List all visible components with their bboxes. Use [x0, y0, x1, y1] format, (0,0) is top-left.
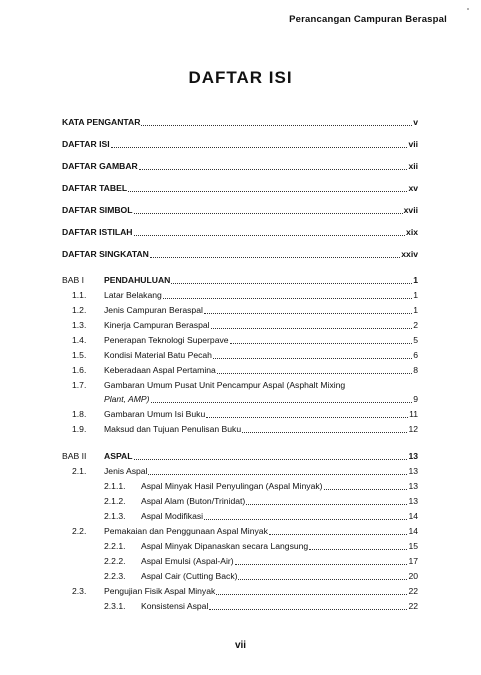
toc-entry-daftar-istilah[interactable]: DAFTAR ISTILAH xix: [62, 227, 418, 237]
toc-entry-1-6[interactable]: 1.6. Keberadaan Aspal Pertamina 8: [72, 365, 418, 375]
dot-leader: [230, 343, 413, 344]
dot-leader: [171, 283, 412, 284]
toc-entry-2-1-2[interactable]: 2.1.2. Aspal Alam (Buton/Trinidat) 13: [104, 496, 418, 506]
dot-leader: [217, 373, 412, 374]
dot-leader: [235, 564, 408, 565]
dot-leader: [324, 489, 408, 490]
toc-entry-2-3[interactable]: 2.3. Pengujian Fisik Aspal Minyak 22: [72, 586, 418, 596]
toc-entry-2-2-1[interactable]: 2.2.1. Aspal Minyak Dipanaskan secara Langsung 15: [104, 541, 418, 551]
toc-entry-1-4[interactable]: 1.4. Penerapan Teknologi Superpave 5: [72, 335, 418, 345]
toc-entry-2-1-3[interactable]: 2.1.3. Aspal Modifikasi 14: [104, 511, 418, 521]
toc-entry-2-1[interactable]: 2.1. Jenis Aspal 13: [72, 466, 418, 476]
toc-entry-2-2-2[interactable]: 2.2.2. Aspal Emulsi (Aspal-Air) 17: [104, 556, 418, 566]
dot-leader: [128, 191, 407, 192]
running-header: Perancangan Campuran Beraspal: [289, 14, 447, 25]
toc-chapter-bab-2[interactable]: BAB II ASPAL 13: [62, 451, 418, 461]
toc-entry-1-9[interactable]: 1.9. Maksud dan Tujuan Penulisan Buku 12: [72, 424, 418, 434]
dot-leader: [204, 519, 407, 520]
dot-leader: [209, 609, 407, 610]
dot-leader: [150, 257, 400, 258]
dot-leader: [111, 147, 408, 148]
toc-entry-1-1[interactable]: 1.1. Latar Belakang 1: [72, 290, 418, 300]
toc-entry-1-3[interactable]: 1.3. Kinerja Campuran Beraspal 2: [72, 320, 418, 330]
dot-leader: [206, 417, 408, 418]
dot-leader: [211, 328, 413, 329]
dot-leader: [216, 594, 407, 595]
dot-leader: [204, 313, 412, 314]
dot-leader: [141, 125, 412, 126]
dot-leader: [148, 474, 407, 475]
dot-leader: [134, 459, 408, 460]
toc-entry-daftar-tabel[interactable]: DAFTAR TABEL xv: [62, 183, 418, 193]
toc-entry-1-8[interactable]: 1.8. Gambaran Umum Isi Buku 11: [72, 409, 418, 419]
dot-leader: [163, 298, 412, 299]
dot-leader: [134, 235, 406, 236]
toc-entry-1-7-cont[interactable]: Plant, AMP) 9: [104, 394, 418, 404]
toc-entry-1-5[interactable]: 1.5. Kondisi Material Batu Pecah 6: [72, 350, 418, 360]
scan-speck: [467, 8, 469, 10]
toc-entry-2-3-1[interactable]: 2.3.1. Konsistensi Aspal 22: [104, 601, 418, 611]
toc-entry-kata-pengantar[interactable]: KATA PENGANTAR v: [62, 117, 418, 127]
toc-entry-2-1-1[interactable]: 2.1.1. Aspal Minyak Hasil Penyulingan (Aspal Minyak) 13: [104, 481, 418, 491]
dot-leader: [269, 534, 408, 535]
dot-leader: [238, 579, 407, 580]
dot-leader: [139, 169, 408, 170]
dot-leader: [242, 432, 407, 433]
toc-entry-2-2[interactable]: 2.2. Pemakaian dan Penggunaan Aspal Minyak 14: [72, 526, 418, 536]
dot-leader: [151, 402, 413, 403]
page-title: DAFTAR ISI: [188, 68, 293, 87]
dot-leader: [246, 504, 407, 505]
toc-chapter-bab-1[interactable]: BAB I PENDAHULUAN 1: [62, 275, 418, 285]
toc-entry-daftar-singkatan[interactable]: DAFTAR SINGKATAN xxiv: [62, 249, 418, 259]
toc-entry-daftar-isi[interactable]: DAFTAR ISI vii: [62, 139, 418, 149]
toc-entry-2-2-3[interactable]: 2.2.3. Aspal Cair (Cutting Back) 20: [104, 571, 418, 581]
toc-entry-1-7[interactable]: 1.7. Gambaran Umum Pusat Unit Pencampur Aspal (Asphalt Mixing: [72, 380, 346, 390]
page-number: vii: [234, 640, 247, 651]
toc-entry-daftar-simbol[interactable]: DAFTAR SIMBOL xvii: [62, 205, 418, 215]
toc-entry-1-2[interactable]: 1.2. Jenis Campuran Beraspal 1: [72, 305, 418, 315]
toc-entry-daftar-gambar[interactable]: DAFTAR GAMBAR xii: [62, 161, 418, 171]
dot-leader: [213, 358, 412, 359]
dot-leader: [134, 213, 403, 214]
dot-leader: [309, 549, 407, 550]
